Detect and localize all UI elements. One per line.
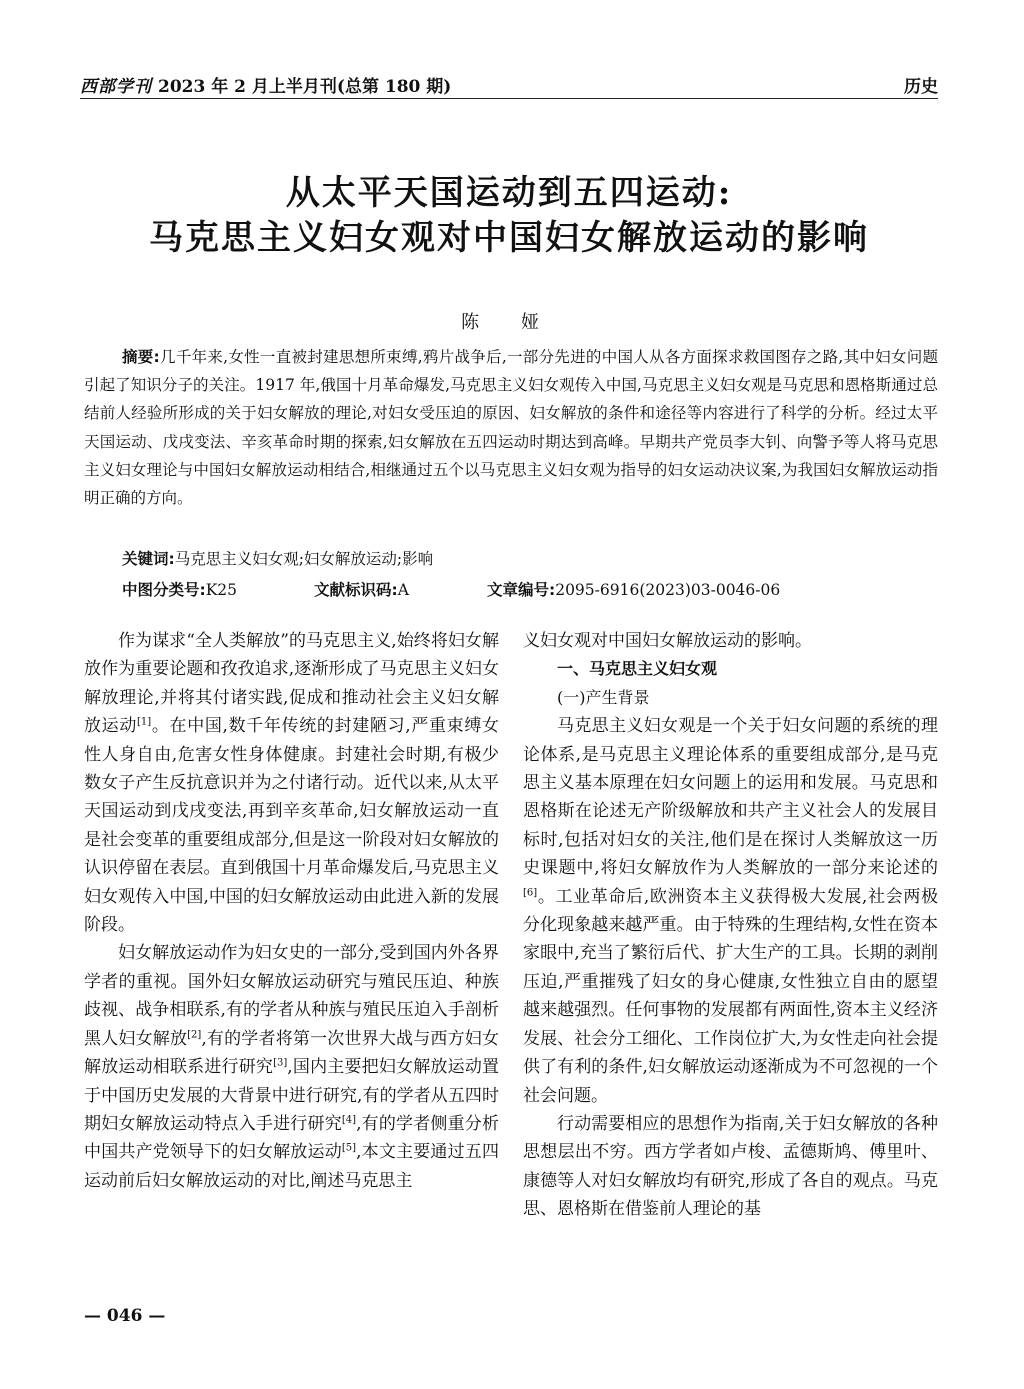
paragraph-continuation: 义妇女观对中国妇女解放运动的影响。: [523, 631, 812, 651]
right-column: [523, 627, 938, 1224]
issue-info: 2023 年 2 月上半月刊(总第 180 期): [158, 77, 452, 97]
clc-value: K25: [205, 581, 238, 599]
citation-ref: [5]: [341, 1142, 357, 1154]
paragraph-4: 行动需要相应的思想作为指南,关于妇女解放的各种思想层出不穷。西方学者如卢梭、孟德斯鸠、傅里叶、康德等人对妇女解放均有研究,形成了各自的观点。马克思、恩格斯在借鉴前人理论的基: [523, 1113, 938, 1220]
section-heading: 一、马克思主义妇女观: [557, 659, 718, 679]
citation-ref: [6]: [523, 887, 538, 898]
article-number: [487, 578, 780, 600]
keywords: [122, 547, 433, 569]
text-run: ,本文主要通过五四运动前后妇女解放运动的对比,阐述马克思主: [84, 1142, 500, 1191]
left-column: [84, 627, 499, 1195]
running-header: [80, 66, 938, 99]
article-title-line-1: 从太平天国运动到五四运动:: [285, 173, 733, 213]
citation-ref: [2]: [187, 1029, 202, 1041]
text-run: 妇女解放运动作为妇女史的一部分,受到国内外各界学者的重视。国外妇女解放运动研究与殖民压迫、种族歧视、战争相联系,有的学者从种族与殖民压迫入手剖析黑人妇女解放: [84, 943, 499, 1049]
doc-value: A: [397, 581, 409, 599]
citation-ref: [3]: [273, 1057, 288, 1069]
author-name: 陈 娅: [461, 312, 557, 333]
abstract: [84, 343, 938, 512]
text-run: ,国内主要把妇女解放运动置于中国历史发展的大背景中进行研究,有的学者从五四时期妇女解放运动特点入手进行研究: [84, 1057, 500, 1134]
abstract-label: 摘要:: [122, 348, 160, 366]
keywords-text: 马克思主义妇女观;妇女解放运动;影响: [174, 550, 434, 568]
text-run: 马克思主义妇女观是一个关于妇女问题的系统的理论体系,是马克思主义理论体系的重要组成部分,是马克思主义基本原理在妇女问题上的运用和发展。马克思和恩格斯在论述无产阶级解放和共产主义社会人的发展目标时,包括对妇女的关注,他们是在探讨人类解放这一历史课题中,将妇女解放作为人类解放的一部分来论述的: [523, 716, 938, 879]
citation-ref: [1]: [137, 716, 152, 728]
text-run: ,有的学者将第一次世界大战与西方妇女解放运动相联系进行研究: [84, 1028, 499, 1078]
text-run: 作为谋求“全人类解放”的马克思主义,始终将妇女解放作为重要论题和孜孜追求,逐渐形成了马克思主义妇女解放理论,并将其付诸实践,促成和推动社会主义妇女解放运动: [84, 631, 499, 737]
section-name: 历史: [904, 77, 938, 97]
clc-number: [122, 578, 237, 600]
page-number: — 046 —: [84, 1306, 166, 1326]
citation-ref: [4]: [341, 1114, 357, 1126]
abstract-text: 几千年来,女性一直被封建思想所束缚,鸦片战争后,一部分先进的中国人从各方面探求救国图存之路,其中妇女问题引起了知识分子的关注。1917 年,俄国十月革命爆发,马克思主义妇女观传入中国,马克思主义妇女观是马克思和恩格斯通过总结前人经验所形成的关于妇女解放的理论,对妇女受压迫的原因、妇女解放的条件和途径等内容进行了科学的分析。经过太平天国运动、戊戌变法、辛亥革命时期的探索,妇女解放在五四运动时期达到高峰。早期共产党员李大钊、向警予等人将马克思主义妇女理论与中国妇女解放运动相结合,相继通过五个以马克思主义妇女观为指导的妇女运动决议案,为我国妇女解放运动指明正确的方向。: [84, 348, 938, 508]
keywords-label: 关键词:: [122, 550, 175, 568]
article-title-line-2: 马克思主义妇女观对中国妇女解放运动的影响: [149, 218, 869, 258]
paragraph-2: [84, 939, 499, 1195]
article-value: 2095-6916(2023)03-0046-06: [555, 581, 781, 599]
subsection-heading: (一)产生背景: [557, 687, 650, 707]
paragraph-3: [523, 712, 938, 1110]
text-run: 。在中国,数千年传统的封建陋习,严重束缚女性人身自由,危害女性身体健康。封建社会时期,有极少数女子产生反抗意识并为之付诸行动。近代以来,从太平天国运动到戊戌变法,再到辛亥革命,妇女解放运动一直是社会变革的重要组成部分,但是这一阶段对妇女解放的认识停留在表层。直到俄国十月革命爆发后,马克思主义妇女观传入中国,中国的妇女解放运动由此进入新的发展阶段。: [84, 716, 500, 936]
text-run: 。工业革命后,欧洲资本主义获得极大发展,社会两极分化现象越来越严重。由于特殊的生理结构,女性在资本家眼中,充当了繁衍后代、扩大生产的工具。长期的剥削压迫,严重摧残了妇女的身心健康,女性独立自由的愿望越来越强烈。任何事物的发展都有两面性,资本主义经济发展、社会分工细化、工作岗位扩大,为女性走向社会提供了有利的条件,妇女解放运动逐渐成为不可忽视的一个社会问题。: [523, 886, 938, 1106]
document-code: [314, 578, 409, 600]
doc-label: 文献标识码:: [314, 581, 398, 599]
journal-logo: 西部学刊: [80, 77, 152, 97]
article-label: 文章编号:: [487, 581, 556, 599]
text-run: ,有的学者侧重分析中国共产党领导下的妇女解放运动: [84, 1113, 500, 1163]
clc-label: 中图分类号:: [122, 581, 206, 599]
paragraph-1: [84, 627, 499, 939]
